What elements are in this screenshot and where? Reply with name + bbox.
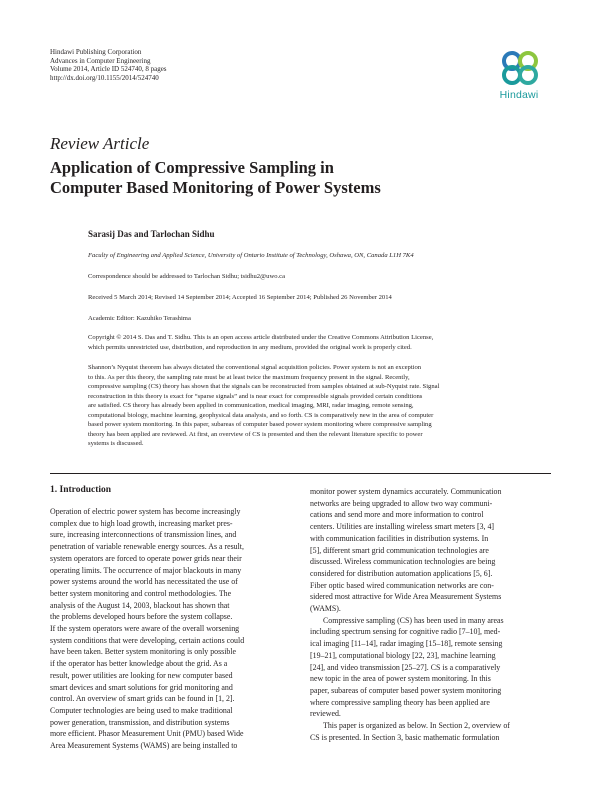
body-text-line: analysis of the August 14, 2003, blackout has shown that — [50, 600, 230, 610]
title-line: Computer Based Monitoring of Power Systems — [50, 178, 381, 197]
body-text-line: monitor power system dynamics accurately. Communication — [310, 487, 502, 496]
body-text-line: sidered most attractive for Wide Area Measurement Systems — [310, 592, 502, 602]
abstract-line: computational biology, machine learning, geophysical data analysis, and so forth. CS is comparatively new in the area of computer — [88, 411, 434, 419]
body-text-line: reviewed. — [310, 709, 341, 719]
body-text-line: smart devices and smart solutions for grid monitoring and — [50, 682, 233, 692]
body-text-line: result, power utilities are looking for new computer based — [50, 670, 233, 680]
journal-name: Advances in Computer Engineering — [50, 56, 151, 65]
body-text-line: where compressive sampling theory has been applied are — [310, 697, 490, 707]
volume-info: Volume 2014, Article ID 524740, 8 pages — [50, 65, 167, 73]
body-text-line: power generation, transmission, and distribution systems — [50, 717, 230, 727]
body-text-line: penetration of variable renewable energy sources. As a result, — [50, 542, 244, 552]
body-text-line: system conditions that were developing, certain actions could — [50, 635, 245, 645]
section-divider — [50, 473, 551, 474]
body-text-line: This paper is organized as below. In Section 2, overview of — [323, 721, 510, 731]
body-text-line: power systems around the world has necessitated the use of — [50, 577, 238, 587]
body-text-line: networks are being upgraded to allow two way communi- — [310, 498, 493, 508]
abstract — [88, 363, 552, 449]
copyright-notice — [88, 333, 552, 352]
body-text-line: If the system operators were aware of the overall worsening — [50, 624, 240, 634]
body-text-line: control. An overview of smart grids can be found in [1, 2]. — [50, 694, 235, 704]
correspondence: Correspondence should be addressed to Tarlochan Sidhu; tsidhu2@uwo.ca — [88, 273, 286, 280]
body-text-line: considered for distribution automation applications [5, 6]. — [310, 568, 493, 578]
publication-dates: Received 5 March 2014; Revised 14 September 2014; Accepted 16 September 2014; Published 26 November 2014 — [88, 294, 392, 301]
abstract-line: reconstruction in this theory is exact for “sparse signals” and is near exact for compressible signals provided certain conditions — [88, 392, 423, 400]
body-text-line: the problems developed hours before the system collapse. — [50, 612, 233, 622]
body-text-line: operating limits. The occurrence of major blackouts in many — [50, 565, 242, 575]
body-text-line: paper, subareas of computer based power system monitoring — [310, 685, 502, 695]
academic-editor: Academic Editor: Kazuhiko Terashima — [88, 315, 191, 322]
abstract-line: systems is discussed. — [88, 440, 144, 447]
hindawi-logo-icon — [490, 48, 550, 88]
body-text-line: cations and send more and more information to control — [310, 510, 484, 520]
body-text-line: [19–21], computational biology [22, 23], machine learning — [310, 650, 496, 660]
body-text-line: [5], different smart grid communication technologies are — [310, 545, 489, 555]
body-text-line: with communication facilities in distribution systems. In — [310, 533, 489, 543]
paper-title — [50, 158, 550, 198]
abstract-line: theory has been applied are reviewed. At first, an overview of CS is presented and then the relevant literature specific to power — [88, 430, 423, 438]
body-column-left — [50, 506, 292, 752]
body-text-line: Compressive sampling (CS) has been used in many areas — [323, 615, 504, 625]
hindawi-logo-text: Hindawi — [499, 89, 539, 101]
body-text-line: Fiber optic based wired communication networks are con- — [310, 580, 494, 590]
body-text-line: [24], and video transmission [25–27]. CS is a comparatively — [310, 662, 501, 672]
body-text-line: sure, increasing interconnections of transmission lines, and — [50, 530, 237, 540]
section-heading-introduction: 1. Introduction — [50, 485, 112, 495]
body-text-line: system operators are forced to operate power grids near their — [50, 553, 242, 563]
title-line: Application of Compressive Sampling in — [50, 158, 334, 177]
copyright-line: which permits unrestricted use, distribution, and reproduction in any medium, provided the original work is properly cited. — [88, 343, 412, 351]
abstract-line: Shannon’s Nyquist theorem has always dictated the conventional signal acquisition policies. Power system is not an exception — [88, 364, 422, 371]
body-text-line: complex due to high load growth, increasing market pres- — [50, 518, 233, 528]
abstract-line: compressive sampling (CS) theory has shown that the signals can be reconstructed from samples obtained at sub-Nyquist rate. Signal — [88, 383, 440, 390]
abstract-line: based power system monitoring. In this paper, subareas of computer based power system monitoring where compressive sampling — [88, 421, 432, 428]
body-text-line: Computer technologies are being used to make traditional — [50, 705, 233, 715]
publisher-name: Hindawi Publishing Corporation — [50, 48, 142, 56]
doi-link[interactable]: http://dx.doi.org/10.1155/2014/524740 — [50, 73, 159, 82]
body-text-line: Area Measurement Systems (WAMS) are being installed to — [50, 741, 238, 751]
body-text-line: more efficient. Phasor Measurement Unit (PMU) based Wide — [50, 729, 244, 739]
body-text-line: (WAMS). — [310, 604, 341, 614]
body-text-line: discussed. Wireless communication technologies are being — [310, 557, 496, 567]
body-column-right — [310, 486, 552, 743]
body-text-line: if the operator has better knowledge about the grid. As a — [50, 659, 228, 669]
body-text-line: CS is presented. In Section 3, basic mathematic formulation — [310, 732, 500, 742]
body-text-line: Operation of electric power system has become increasingly — [50, 507, 241, 516]
body-text-line: including spectrum sensing for cognitive radio [7–10], med- — [310, 627, 501, 637]
body-text-line: centers. Utilities are installing wireless smart meters [3, 4] — [310, 522, 495, 532]
body-text-line: ical imaging [11–14], radar imaging [15–18], remote sensing — [310, 639, 503, 649]
article-type: Review Article — [50, 134, 150, 153]
body-text-line: better system monitoring and control methodologies. The — [50, 588, 232, 598]
copyright-line: Copyright © 2014 S. Das and T. Sidhu. This is an open access article distributed under the Creative Commons Attribution License, — [88, 334, 434, 341]
body-text-line: new topic in the area of power system monitoring. In this — [310, 674, 491, 684]
body-text-line: have been taken. Better system monitoring is only possible — [50, 647, 237, 657]
affiliation: Faculty of Engineering and Applied Science, University of Ontario Institute of Technology, Oshawa, ON, Canada L1H 7K4 — [88, 252, 414, 259]
abstract-line: to this. As per this theory, the sampling rate must be at least twice the maximum frequency present in the signal. Recently, — [88, 373, 410, 381]
authors: Sarasij Das and Tarlochan Sidhu — [88, 229, 215, 239]
abstract-line: are satisfied. CS theory has already been applied in communication, medical imaging, MRI, radar imaging, remote sensing, — [88, 402, 414, 409]
